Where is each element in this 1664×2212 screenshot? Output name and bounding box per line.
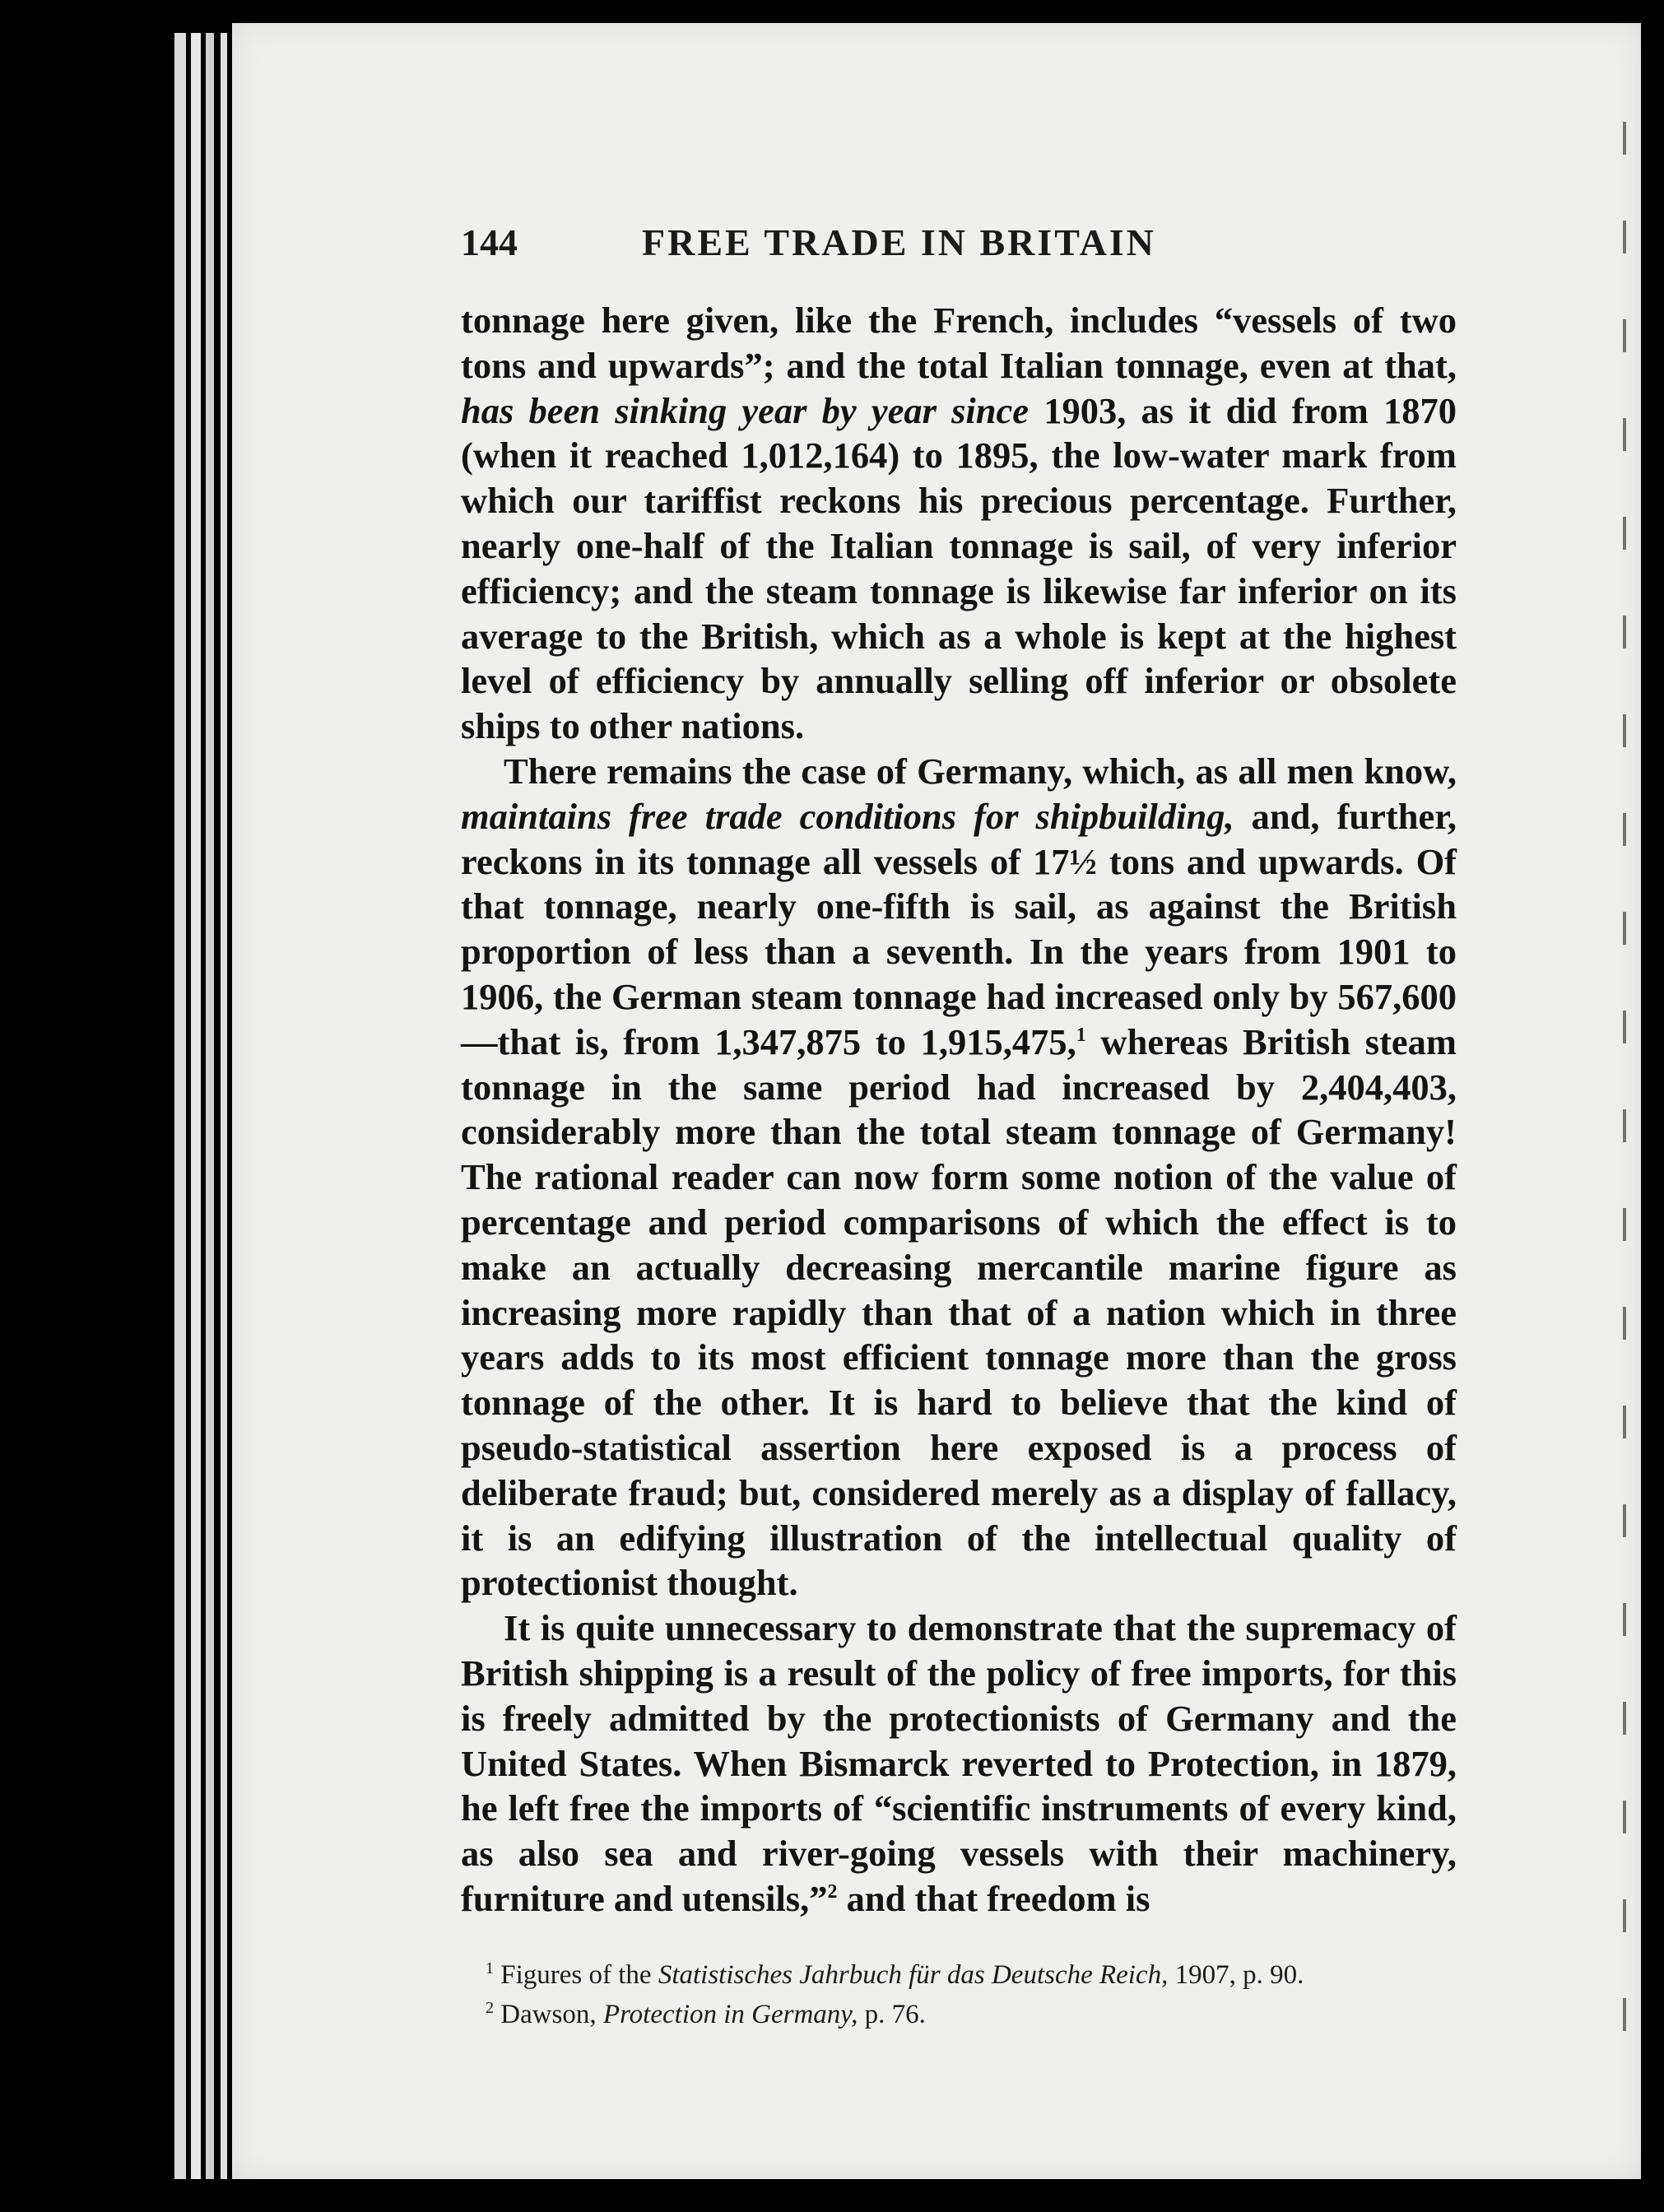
- paragraph: [461, 1606, 1457, 1922]
- italic-text: Protection in Germany,: [602, 1999, 858, 2029]
- text-run: tonnage here given, like the French, includes “vessels of two tons and upwards”; and the total Italian tonnage, even at that,: [461, 300, 1457, 386]
- text-run: p. 76.: [858, 1999, 926, 2029]
- text-run: It is quite unnecessary to demonstrate that the supremacy of British shipping is a result of the policy of free imports, for this is freely admitted by the protectionists of Germany and the United States. When Bismarck reverted to Protection, in 1879, he left free the imports of “scientific instruments of every kind, as also sea and river-going vessels with their machinery, furniture and utensils,”: [461, 1607, 1457, 1919]
- footnotes: [461, 1958, 1457, 2032]
- paragraph: [461, 298, 1457, 749]
- footnote: [461, 1997, 1457, 2032]
- text-run: Dawson,: [494, 1999, 603, 2029]
- page-stack-edge: [191, 33, 201, 2179]
- footnote-marker: 2: [827, 1881, 838, 1903]
- text-run: whereas British steam tonnage in the same period had increased by 2,404,403, considerably more than the total steam tonnage of Germany! The rational reader can now form some notion of the value of percentage and period comparisons of which the effect is to make an actually decreasing mercantile marine figure as increasing more rapidly than that of a nation which in three years adds to its most efficient tonnage more than the gross tonnage of the other. It is hard to believe that the kind of pseudo-statistical assertion here exposed is a process of deliberate fraud; but, considered merely as a display of fallacy, it is an edifying illustration of the intellectual quality of protectionist thought.: [461, 1020, 1457, 1604]
- running-head: [461, 221, 1457, 270]
- page-stack-edge: [174, 33, 186, 2179]
- text-run: and that freedom is: [837, 1877, 1150, 1919]
- book-title: FREE TRADE IN BRITAIN: [642, 221, 1156, 263]
- text-run: and, further, reckons in its tonnage all vessels of 17½ tons and upwards. Of that tonnage, nearly one-fifth is sail, as against the British proportion of less than a seventh. In the years from 1901 to 1906, the German steam tonnage had increased only by 567,600—that is, from 1,347,875 to 1,915,475,: [461, 795, 1457, 1062]
- footnote-marker: 1: [486, 1959, 494, 1977]
- book-page: [232, 23, 1641, 2179]
- page-edge-shadow: [1623, 122, 1626, 2097]
- page-content: [461, 221, 1457, 2037]
- text-run: There remains the case of Germany, which, as all men know,: [504, 750, 1457, 792]
- footnote-marker: 1: [1076, 1024, 1086, 1046]
- italic-text: has been sinking year by year since: [461, 389, 1030, 431]
- text-run: Figures of the: [494, 1959, 658, 1990]
- footnote: [461, 1958, 1457, 1992]
- paragraph: [461, 749, 1457, 1606]
- footnote-marker: 2: [486, 1998, 494, 2017]
- page-stack-edge: [221, 33, 227, 2179]
- page-number: 144: [461, 221, 518, 263]
- italic-text: Statistisches Jahrbuch für das Deutsche Reich,: [658, 1959, 1169, 1990]
- italic-text: maintains free trade conditions for shipbuilding,: [461, 795, 1234, 837]
- body-text: [461, 298, 1457, 1922]
- text-run: 1903, as it did from 1870 (when it reached 1,012,164) to 1895, the low-water mark from which our tariffist reckons his precious percentage. Further, nearly one-half of the Italian tonnage is sail, of very inferior efficiency; and the steam tonnage is likewise far inferior on its average to the British, which as a whole is kept at the highest level of efficiency by annually selling off inferior or obsolete ships to other nations.: [461, 389, 1457, 747]
- page-stack-edge: [206, 33, 214, 2179]
- text-run: 1907, p. 90.: [1168, 1959, 1304, 1990]
